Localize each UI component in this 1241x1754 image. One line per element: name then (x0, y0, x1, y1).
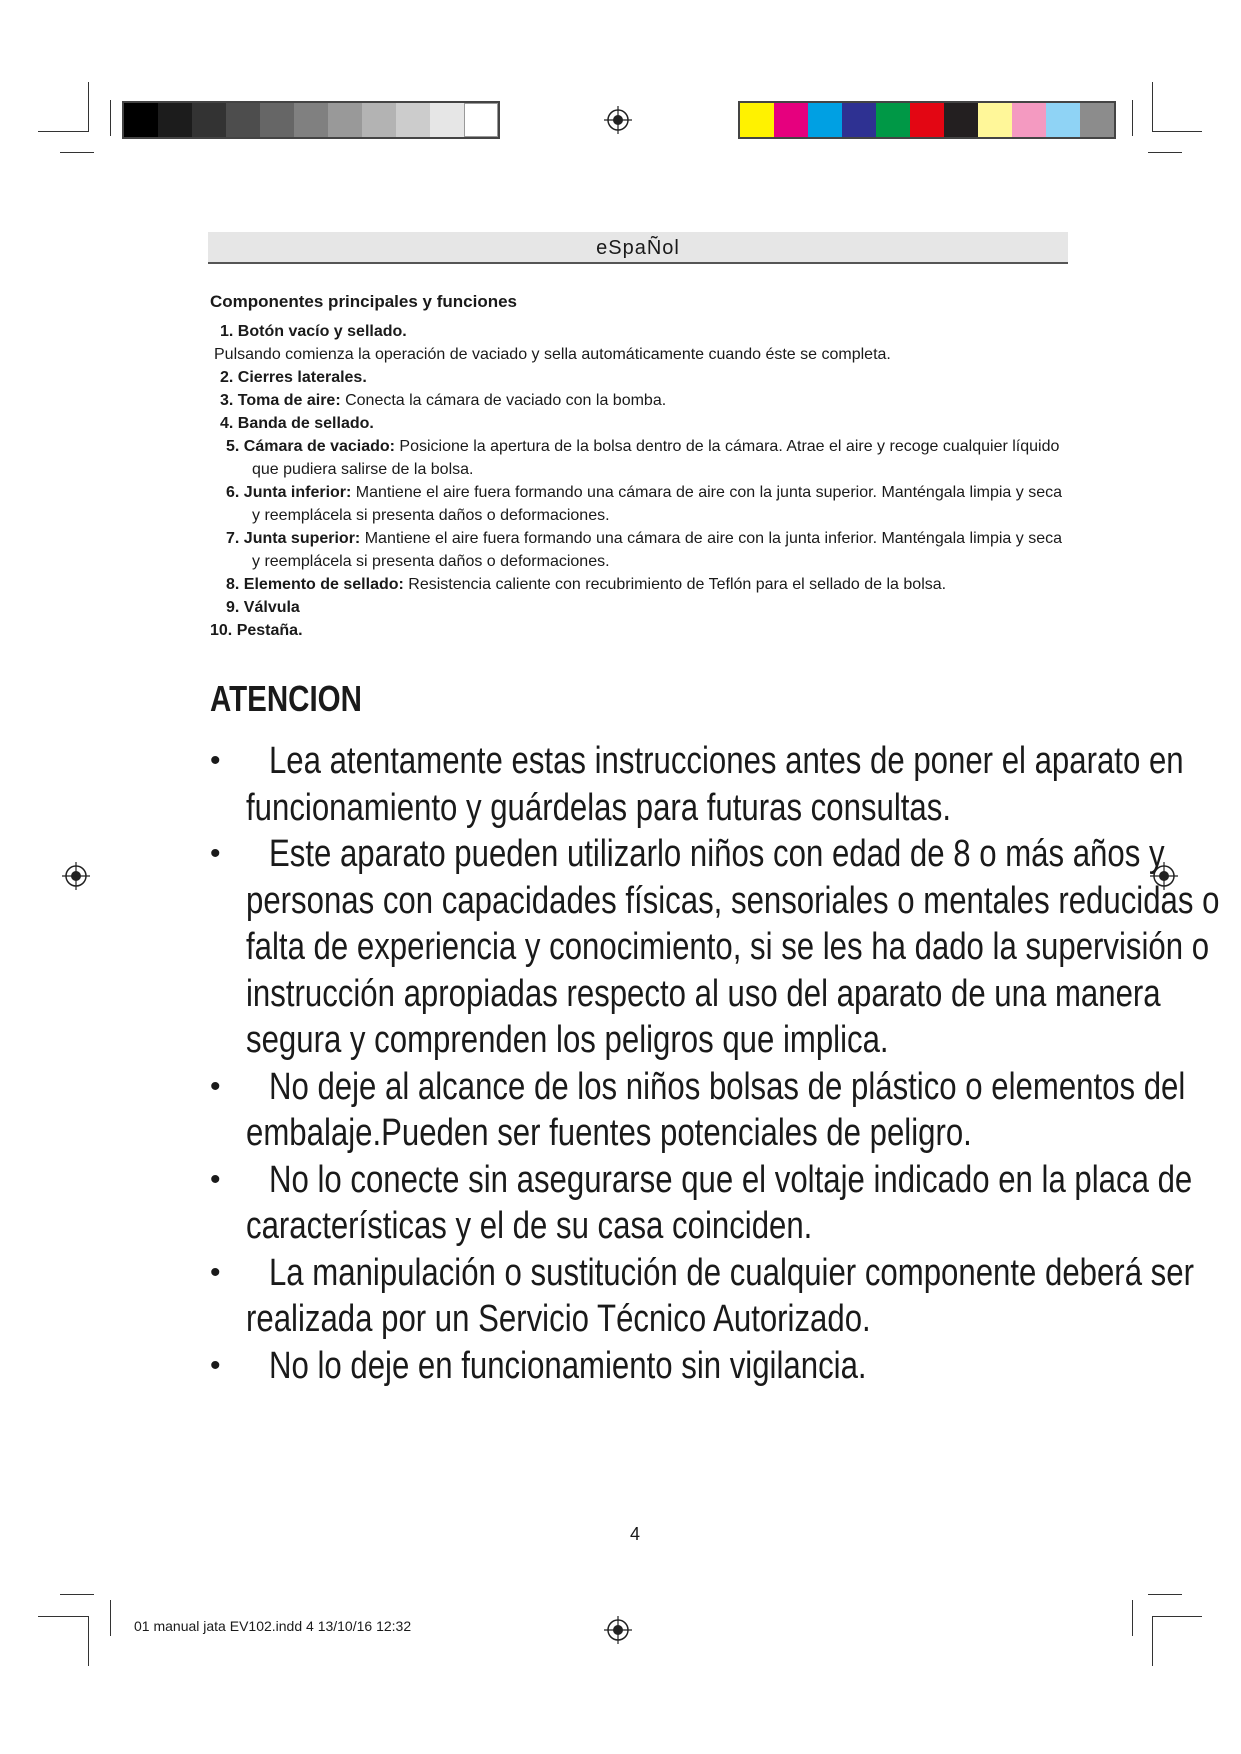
crop-mark (38, 131, 88, 132)
component-item (210, 596, 1070, 619)
component-item (210, 412, 1070, 435)
color-swatch (944, 103, 978, 137)
components-list (210, 320, 1070, 642)
components-title: Componentes principales y funciones (210, 292, 518, 311)
crop-mark (1148, 152, 1182, 153)
component-term: Banda de sellado. (237, 415, 374, 432)
crop-mark (1132, 1600, 1133, 1636)
warning-title: ATENCION (210, 678, 362, 719)
crop-mark (1152, 1616, 1153, 1666)
language-header: eSpaÑol (208, 232, 1068, 264)
warning-text: No deje al alcance de los niños bolsas de plástico o elementos del embalaje.Pueden ser fuentes potenciales de peligro. (246, 1065, 1186, 1154)
warning-text: No lo conecte sin asegurarse que el voltaje indicado en la placa de características y el de su casa coinciden. (246, 1158, 1193, 1247)
crop-mark (110, 1600, 111, 1636)
warning-text: Lea atentamente estas instrucciones antes de poner el aparato en funcionamiento y guárdelas para futuras consultas. (246, 740, 1184, 829)
component-term: Cierres laterales. (237, 369, 367, 386)
color-swatch (774, 103, 808, 137)
color-swatch (124, 103, 158, 137)
component-number: 2. (220, 369, 234, 386)
component-term: Pestaña. (236, 622, 303, 639)
component-number: 6. (226, 484, 240, 501)
color-swatch (1046, 103, 1080, 137)
component-term: Cámara de vaciado: (243, 438, 395, 455)
gray-color-bar (122, 101, 500, 139)
component-number: 1. (220, 323, 234, 340)
color-swatch (226, 103, 260, 137)
file-slug: 01 manual jata EV102.indd 4 13/10/16 12:32 (134, 1618, 412, 1634)
component-number: 3. (220, 392, 234, 409)
color-swatch (396, 103, 430, 137)
bullet-icon: • (210, 1162, 221, 1196)
warning-text: No lo deje en funcionamiento sin vigilancia. (268, 1344, 867, 1387)
crop-mark (110, 100, 111, 136)
color-swatch (362, 103, 396, 137)
component-number: 7. (226, 530, 240, 547)
color-swatch (260, 103, 294, 137)
color-swatch (294, 103, 328, 137)
warning-text: La manipulación o sustitución de cualquier componente deberá ser realizada por un Servicio Técnico Autorizado. (246, 1251, 1194, 1340)
component-description: Posicione la apertura de la bolsa dentro de la cámara. Atrae el aire y recoge cualquier líquido que pudiera salirse de la bolsa. (252, 438, 1060, 478)
warning-item (210, 1343, 1230, 1390)
crop-mark (1148, 1594, 1182, 1595)
bullet-icon: • (210, 744, 221, 777)
color-swatch (430, 103, 464, 137)
component-item (210, 527, 1070, 573)
page-number: 4 (630, 1524, 641, 1544)
component-item (210, 320, 1070, 343)
crop-mark (60, 1594, 94, 1595)
component-number: 9. (226, 599, 240, 616)
color-swatch (876, 103, 910, 137)
component-number: 5. (226, 438, 240, 455)
crop-mark (1152, 131, 1202, 132)
color-swatch (978, 103, 1012, 137)
color-swatch (1012, 103, 1046, 137)
component-description: Pulsando comienza la operación de vaciado y sella automáticamente cuando éste se completa. (214, 346, 891, 363)
registration-mark-icon (602, 1614, 634, 1646)
color-swatch (842, 103, 876, 137)
bullet-icon: • (210, 1255, 221, 1289)
component-description: Mantiene el aire fuera formando una cámara de aire con la junta superior. Manténgala limpia y seca y reemplácela si presenta daños o deformaciones. (252, 484, 1062, 524)
registration-mark-icon (602, 104, 634, 136)
warning-item (210, 1250, 1230, 1343)
component-term: Elemento de sellado: (243, 576, 404, 593)
component-term: Válvula (243, 599, 300, 616)
warning-list (210, 738, 1230, 1389)
bullet-icon: • (210, 1348, 221, 1382)
crop-mark (88, 1616, 89, 1666)
component-description: Resistencia caliente con recubrimiento de Teflón para el sellado de la bolsa. (403, 576, 947, 593)
warning-text: Este aparato pueden utilizarlo niños con edad de 8 o más años y personas con capacidades físicas, sensoriales o mentales reducidas o falta de experiencia y conocimiento, si se les ha dado la supervisión o instrucción apropiadas respecto al uso del aparato de una manera segura y comprenden los peligros que implica. (246, 833, 1220, 1061)
component-number: 10. (210, 622, 233, 639)
warning-item (210, 1064, 1230, 1157)
color-swatch (740, 103, 774, 137)
bullet-icon: • (210, 837, 221, 870)
color-swatch (1080, 103, 1114, 137)
warning-item (210, 1157, 1230, 1250)
color-swatch (910, 103, 944, 137)
color-swatch (328, 103, 362, 137)
component-number: 8. (226, 576, 240, 593)
crop-mark (1152, 82, 1153, 132)
warning-item (210, 738, 1230, 831)
component-description: Conecta la cámara de vaciado con la bomba. (340, 392, 667, 409)
color-swatch (158, 103, 192, 137)
crop-mark (1132, 100, 1133, 136)
component-term: Junta superior: (243, 530, 361, 547)
registration-mark-icon (60, 860, 92, 892)
component-item (210, 481, 1070, 527)
color-swatch (808, 103, 842, 137)
crop-mark (1152, 1616, 1202, 1617)
component-item (210, 573, 1070, 596)
warning-item (210, 831, 1230, 1064)
component-item (210, 435, 1070, 481)
component-item (210, 619, 1070, 642)
component-term: Junta inferior: (243, 484, 352, 501)
component-item (210, 343, 1070, 366)
bullet-icon: • (210, 1069, 221, 1103)
color-swatch (192, 103, 226, 137)
crop-mark (88, 82, 89, 132)
crop-mark (38, 1616, 88, 1617)
component-term: Botón vacío y sellado. (237, 323, 407, 340)
crop-mark (60, 152, 94, 153)
component-term: Toma de aire: (237, 392, 341, 409)
color-swatch (464, 103, 498, 137)
component-item (210, 389, 1070, 412)
component-item (210, 366, 1070, 389)
process-color-bar (738, 101, 1116, 139)
component-description: Mantiene el aire fuera formando una cámara de aire con la junta inferior. Manténgala limpia y seca y reemplácela si presenta daños o deformaciones. (252, 530, 1062, 570)
component-number: 4. (220, 415, 234, 432)
